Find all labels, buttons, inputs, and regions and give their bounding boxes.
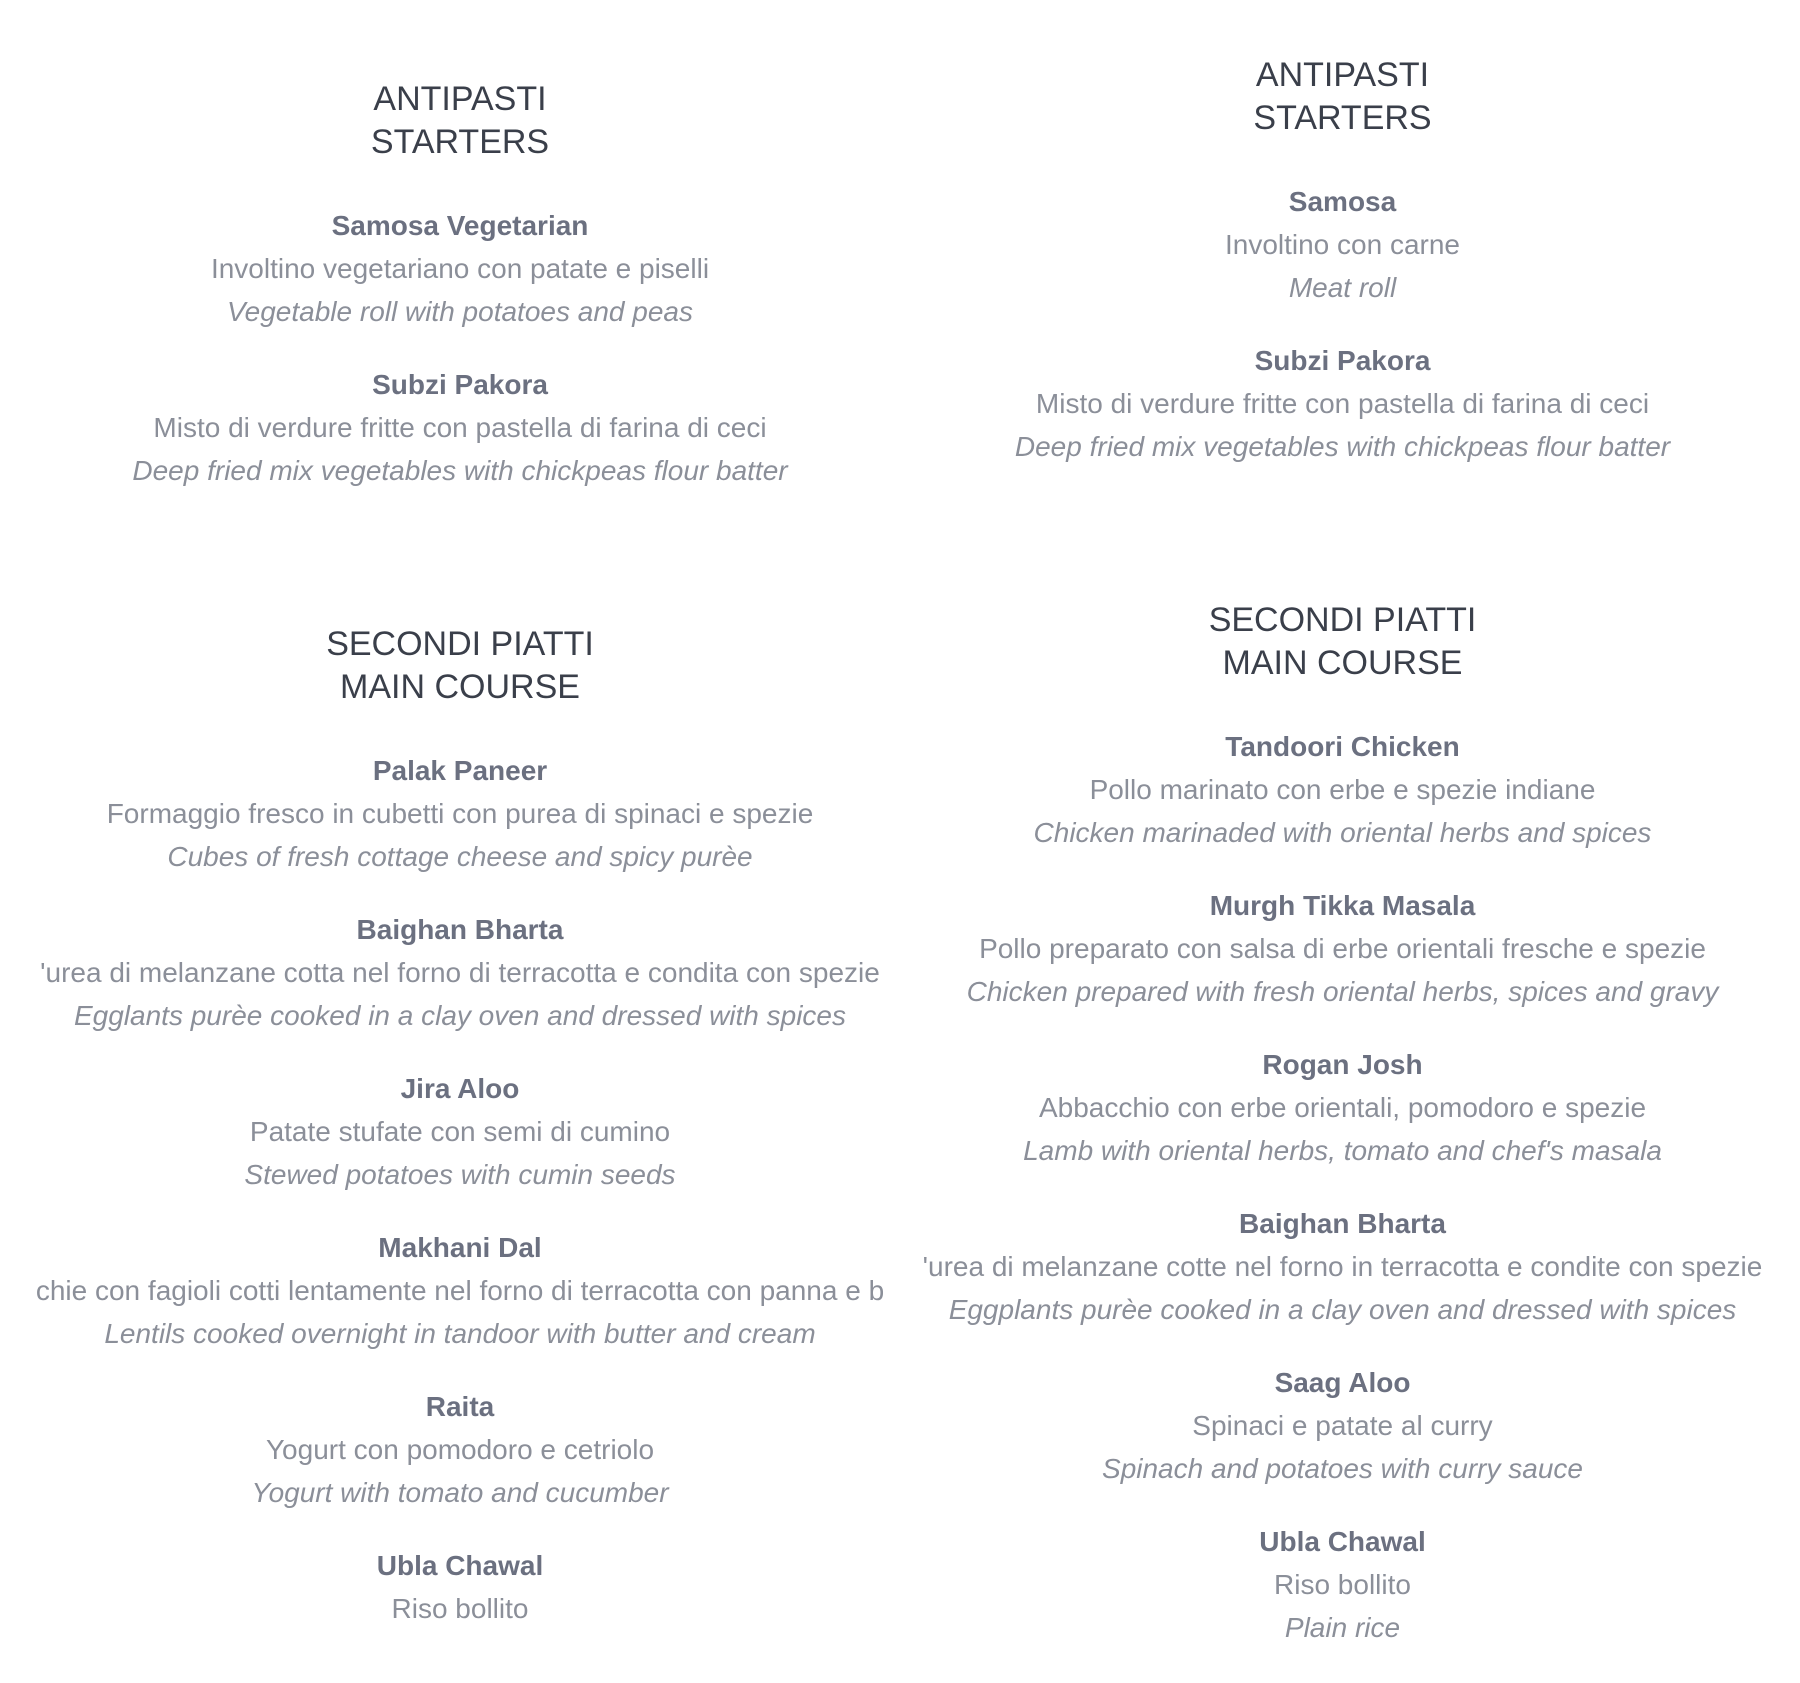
section-title-en: STARTERS (1253, 99, 1432, 137)
dish-description-it: Misto di verdure fritte con pastella di farina di ceci (153, 412, 767, 443)
menu-item (35, 1385, 885, 1514)
starters-section-right (920, 54, 1765, 498)
menu-items (35, 204, 885, 492)
dish-description-it: Pollo marinato con erbe e spezie indiane (1089, 774, 1596, 805)
section-title-it: ANTIPASTI (373, 80, 547, 118)
menu-column-left (35, 0, 885, 1683)
dish-description-it: 'urea di melanzane cotte nel forno in terracotta e condite con spezie (922, 1251, 1763, 1282)
dish-name: Subzi Pakora (372, 369, 548, 400)
menu-item (35, 363, 885, 492)
dish-name: Saag Aloo (1274, 1367, 1411, 1398)
dish-description-en: Spinach and potatoes with curry sauce (1102, 1453, 1583, 1484)
main-course-section-right (920, 599, 1765, 1679)
dish-description-it: Abbacchio con erbe orientali, pomodoro e spezie (1038, 1092, 1647, 1123)
section-title-en: STARTERS (370, 123, 550, 161)
dish-description-en: Cubes of fresh cottage cheese and spicy purèe (167, 841, 753, 872)
section-title-en: MAIN COURSE (340, 668, 580, 706)
menu-item (920, 884, 1765, 1013)
menu-item (35, 1067, 885, 1196)
menu-items (920, 180, 1765, 468)
dish-description-en: Stewed potatoes with cumin seeds (244, 1159, 676, 1190)
section-title-it: SECONDI PIATTI (326, 625, 594, 663)
dish-name: Murgh Tikka Masala (1209, 890, 1476, 921)
section-title-en: MAIN COURSE (1222, 644, 1463, 682)
dish-description-en: Deep fried mix vegetables with chickpeas flour batter (1014, 431, 1671, 462)
menu-item (920, 1202, 1765, 1331)
section-title (35, 623, 885, 709)
dish-name: Samosa (1288, 186, 1397, 217)
dish-description-it: Riso bollito (1274, 1569, 1411, 1600)
dish-name: Baighan Bharta (1239, 1208, 1446, 1239)
section-title (920, 54, 1765, 140)
menu-item (35, 749, 885, 878)
dish-description-en: Eggplants purèe cooked in a clay oven and dressed with spices (948, 1294, 1737, 1325)
menu-items (35, 749, 885, 1630)
dish-name: Tandoori Chicken (1225, 731, 1460, 762)
menu-item (35, 1226, 885, 1355)
menu-item (35, 908, 885, 1037)
dish-description-en: Lentils cooked overnight in tandoor with butter and cream (104, 1318, 816, 1349)
menu-column-right (920, 0, 1765, 1683)
dish-name: Baighan Bharta (356, 914, 564, 945)
dish-description-it: Misto di verdure fritte con pastella di farina di ceci (1035, 388, 1650, 419)
section-title-it: ANTIPASTI (1255, 56, 1430, 94)
section-title (35, 78, 885, 164)
dish-description-en: Vegetable roll with potatoes and peas (227, 296, 693, 327)
dish-description-en: Plain rice (1284, 1612, 1401, 1643)
dish-description-it: Yogurt con pomodoro e cetriolo (265, 1434, 655, 1465)
dish-description-it: Involtino vegetariano con patate e piselli (210, 253, 710, 284)
dish-description-it: Pollo preparato con salsa di erbe orientali fresche e spezie (979, 933, 1706, 964)
dish-description-it: Riso bollito (391, 1593, 529, 1624)
section-title-it: SECONDI PIATTI (1208, 601, 1477, 639)
menu-item (35, 1544, 885, 1630)
menu-item (920, 1043, 1765, 1172)
dish-name: Jira Aloo (400, 1073, 520, 1104)
dish-name: Rogan Josh (1262, 1049, 1423, 1080)
dish-description-it: 'urea di melanzane cotta nel forno di terracotta e condita con spezie (40, 957, 880, 988)
dish-name: Ubla Chawal (1259, 1526, 1426, 1557)
menu-item (920, 725, 1765, 854)
dish-description-it: chie con fagioli cotti lentamente nel forno di terracotta con panna e b (35, 1275, 885, 1306)
section-title (920, 599, 1765, 685)
starters-section-left (35, 78, 885, 522)
main-course-section-left (35, 623, 885, 1660)
menu-item (35, 204, 885, 333)
dish-name: Raita (425, 1391, 495, 1422)
dish-name: Ubla Chawal (376, 1550, 544, 1581)
dish-description-en: Deep fried mix vegetables with chickpeas flour batter (132, 455, 788, 486)
menu-item (920, 180, 1765, 309)
dish-description-en: Egglants purèe cooked in a clay oven and dressed with spices (73, 1000, 847, 1031)
dish-name: Palak Paneer (372, 755, 548, 786)
dish-description-it: Formaggio fresco in cubetti con purea di spinaci e spezie (106, 798, 814, 829)
dish-description-en: Chicken prepared with fresh oriental herbs, spices and gravy (966, 976, 1719, 1007)
dish-description-en: Chicken marinaded with oriental herbs and spices (1033, 817, 1652, 848)
menu-item (920, 1361, 1765, 1490)
dish-description-en: Yogurt with tomato and cucumber (251, 1477, 669, 1508)
menu-items (920, 725, 1765, 1649)
menu-item (920, 1520, 1765, 1649)
dish-description-it: Spinaci e patate al curry (1192, 1410, 1493, 1441)
dish-description-en: Lamb with oriental herbs, tomato and chef's masala (1023, 1135, 1662, 1166)
dish-description-it: Patate stufate con semi di cumino (249, 1116, 671, 1147)
dish-description-en: Meat roll (1288, 272, 1397, 303)
dish-description-it: Involtino con carne (1224, 229, 1461, 260)
dish-name: Subzi Pakora (1254, 345, 1431, 376)
dish-name: Samosa Vegetarian (331, 210, 589, 241)
dish-name: Makhani Dal (378, 1232, 542, 1263)
menu-item (920, 339, 1765, 468)
